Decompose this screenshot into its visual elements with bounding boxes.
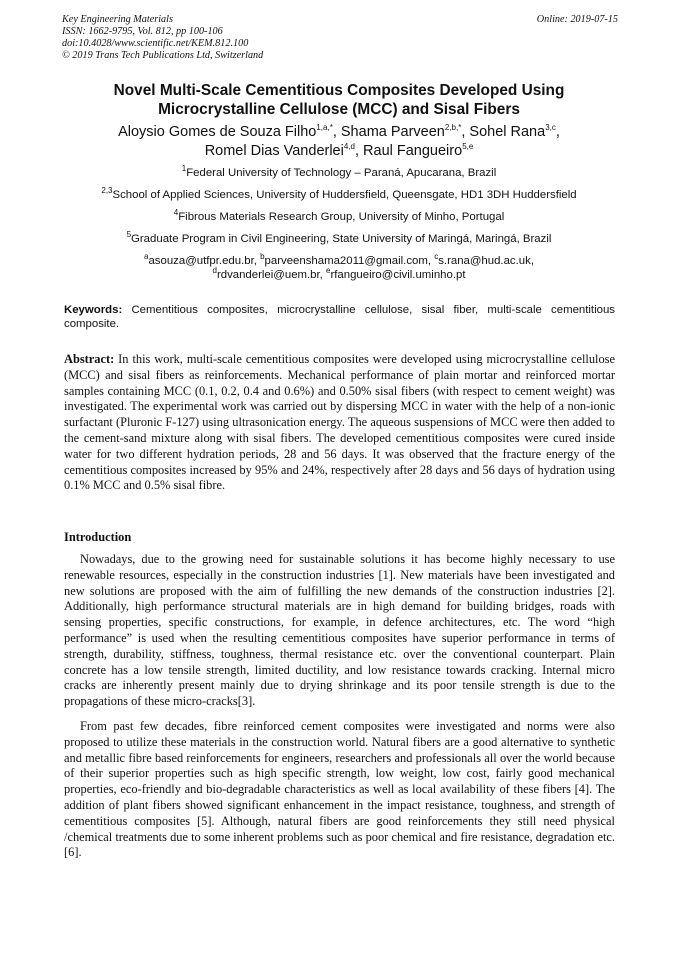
affiliation-sup: 2,3 bbox=[101, 186, 113, 196]
keywords-text: Cementitious composites, microcrystalline cellulose, sisal fiber, multi-scale cementitious composite. bbox=[64, 304, 615, 330]
email-sup: c bbox=[434, 252, 439, 262]
journal-header bbox=[62, 14, 618, 62]
email-list bbox=[62, 252, 616, 282]
body-paragraph: Nowadays, due to the growing need for sustainable solutions it has become highly necessary to use renewable resources, especially in the construction industries [1]. New materials have been investigated and new solutions are proposed with the aim of fulfilling the new demands of the construction industries [2]. Additionally, high performance structural materials are in high demand for building bridges, roads with sensing properties, specific constructions, for example, in defence architectures, etc. The word “high performance” is used when the resulting cementitious composites have superior performance in terms of strength, durability, stiffness, toughness, thermal resistance etc. over the conventional counterpart. Plain concrete has a low tensile strength, limited ductility, and low resistance towards cracking. Internal micro cracks are inherently present mainly due to drying shrinkage and its poor tensile strength is due to the propagations of these micro-cracks[3]. bbox=[64, 552, 615, 709]
email-sup: b bbox=[260, 252, 265, 262]
online-date: Online: 2019-07-15 bbox=[536, 14, 618, 25]
introduction-heading: Introduction bbox=[64, 530, 132, 544]
email-sup: e bbox=[326, 265, 331, 275]
author-name: Aloysio Gomes de Souza Filho bbox=[118, 124, 317, 140]
email-sup: a bbox=[144, 252, 149, 262]
email-sup: d bbox=[212, 265, 217, 275]
author-sep: , bbox=[555, 124, 560, 140]
author-sep: , bbox=[354, 143, 364, 159]
abstract-label: Abstract: bbox=[64, 352, 115, 366]
abstract-text: In this work, multi-scale cementitious composites were developed using microcrystalline cellulose (MCC) and sisal fibers as reinforcements. Mechanical performance of plain mortar and reinforced mortar samples containing MCC (0.1, 0.2, 0.4 and 0.6%) and 0.50% sisal fibers (with respect to cement weight) was investigated. The experimental work was carried out by dispersing MCC in water with the help of a non-ionic surfactant (Pluronic F-127) using ultrasonication energy. The aqueous suspensions of MCC were then added to the cement-sand mixture along with sisal fibers. The developed cementitious composites were cured inside water for two different hydration periods, 28 and 56 days. It was observed that the fracture energy of the cementitious composites increased by 95% and 24%, respectively after 28 days and 56 days of hydration using 0.1% MCC and 0.5% sisal fibre. bbox=[64, 352, 615, 493]
affiliation-text: Federal University of Technology – Paraná, Apucarana, Brazil bbox=[186, 167, 497, 179]
author-sep: , bbox=[332, 124, 341, 140]
affiliation-text: Graduate Program in Civil Engineering, State University of Maringá, Maringá, Brazil bbox=[131, 233, 552, 245]
email-link[interactable]: parveenshama2011@gmail.com, bbox=[264, 255, 435, 267]
keywords-section bbox=[64, 303, 615, 331]
journal-name: Key Engineering Materials bbox=[62, 14, 173, 25]
email-link[interactable]: s.rana@hud.ac.uk, bbox=[438, 255, 534, 267]
author-sup: 4,d bbox=[343, 142, 355, 152]
email-link[interactable]: asouza@utfpr.edu.br, bbox=[148, 255, 261, 267]
copyright-line: © 2019 Trans Tech Publications Ltd, Switzerland bbox=[62, 50, 264, 61]
author-list bbox=[62, 123, 616, 161]
affiliation bbox=[40, 166, 638, 180]
doi-line: doi:10.4028/www.scientific.net/KEM.812.100 bbox=[62, 38, 249, 49]
author-sup: 3,c bbox=[545, 123, 556, 133]
affiliation-sup: 1 bbox=[181, 164, 187, 174]
affiliation bbox=[40, 232, 638, 246]
affiliation-sup: 4 bbox=[173, 208, 179, 218]
author-sup: 2,b,* bbox=[444, 123, 462, 133]
paper-title bbox=[62, 81, 616, 119]
author-name: Raul Fangueiro bbox=[363, 143, 463, 159]
keywords-label: Keywords: bbox=[64, 304, 123, 316]
affiliation-text: Fibrous Materials Research Group, University of Minho, Portugal bbox=[178, 211, 505, 223]
author-sup: 5,e bbox=[462, 142, 474, 152]
affiliation bbox=[40, 188, 638, 202]
email-link[interactable]: rfangueiro@civil.uminho.pt bbox=[330, 268, 466, 281]
affiliation-text: School of Applied Sciences, University of Huddersfield, Queensgate, HD1 3DH Huddersfield bbox=[112, 189, 577, 201]
issn-line: ISSN: 1662-9795, Vol. 812, pp 100-106 bbox=[62, 26, 223, 37]
author-name: Romel Dias Vanderlei bbox=[204, 143, 344, 159]
author-name: Shama Parveen bbox=[340, 124, 445, 140]
body-paragraph: From past few decades, fibre reinforced cement composites were investigated and norms were also proposed to utilize these materials in the construction world. Natural fibers are a good alternative to synthetic and metallic fibre based reinforcements for engineers, researchers and professionals all over the world because of their superior properties such as high specific strength, low weight, low cost, fairly good mechanical properties, eco-friendly and bio-degradable characteristics as well as local availability of these fibers [4]. The addition of plant fibers showed significant enhancement in the impact resistance, toughness, and strength of cementitious composites [5]. Although, natural fibers are good reinforcements they still need physical /chemical treatments due to some inherent problems such as poor chemical and fire resistance, degradation etc. [6]. bbox=[64, 719, 615, 860]
author-sep: , bbox=[461, 124, 470, 140]
abstract-section bbox=[64, 352, 615, 494]
affiliation bbox=[40, 210, 638, 224]
email-link[interactable]: rdvanderlei@uem.br, bbox=[216, 268, 327, 281]
affiliation-sup: 5 bbox=[126, 230, 132, 240]
author-name: Sohel Rana bbox=[469, 124, 546, 140]
author-sup: 1,a,* bbox=[316, 123, 333, 133]
title-line: Microcrystalline Cellulose (MCC) and Sisal Fibers bbox=[158, 101, 520, 118]
title-line: Novel Multi-Scale Cementitious Composites Developed Using bbox=[113, 82, 565, 99]
